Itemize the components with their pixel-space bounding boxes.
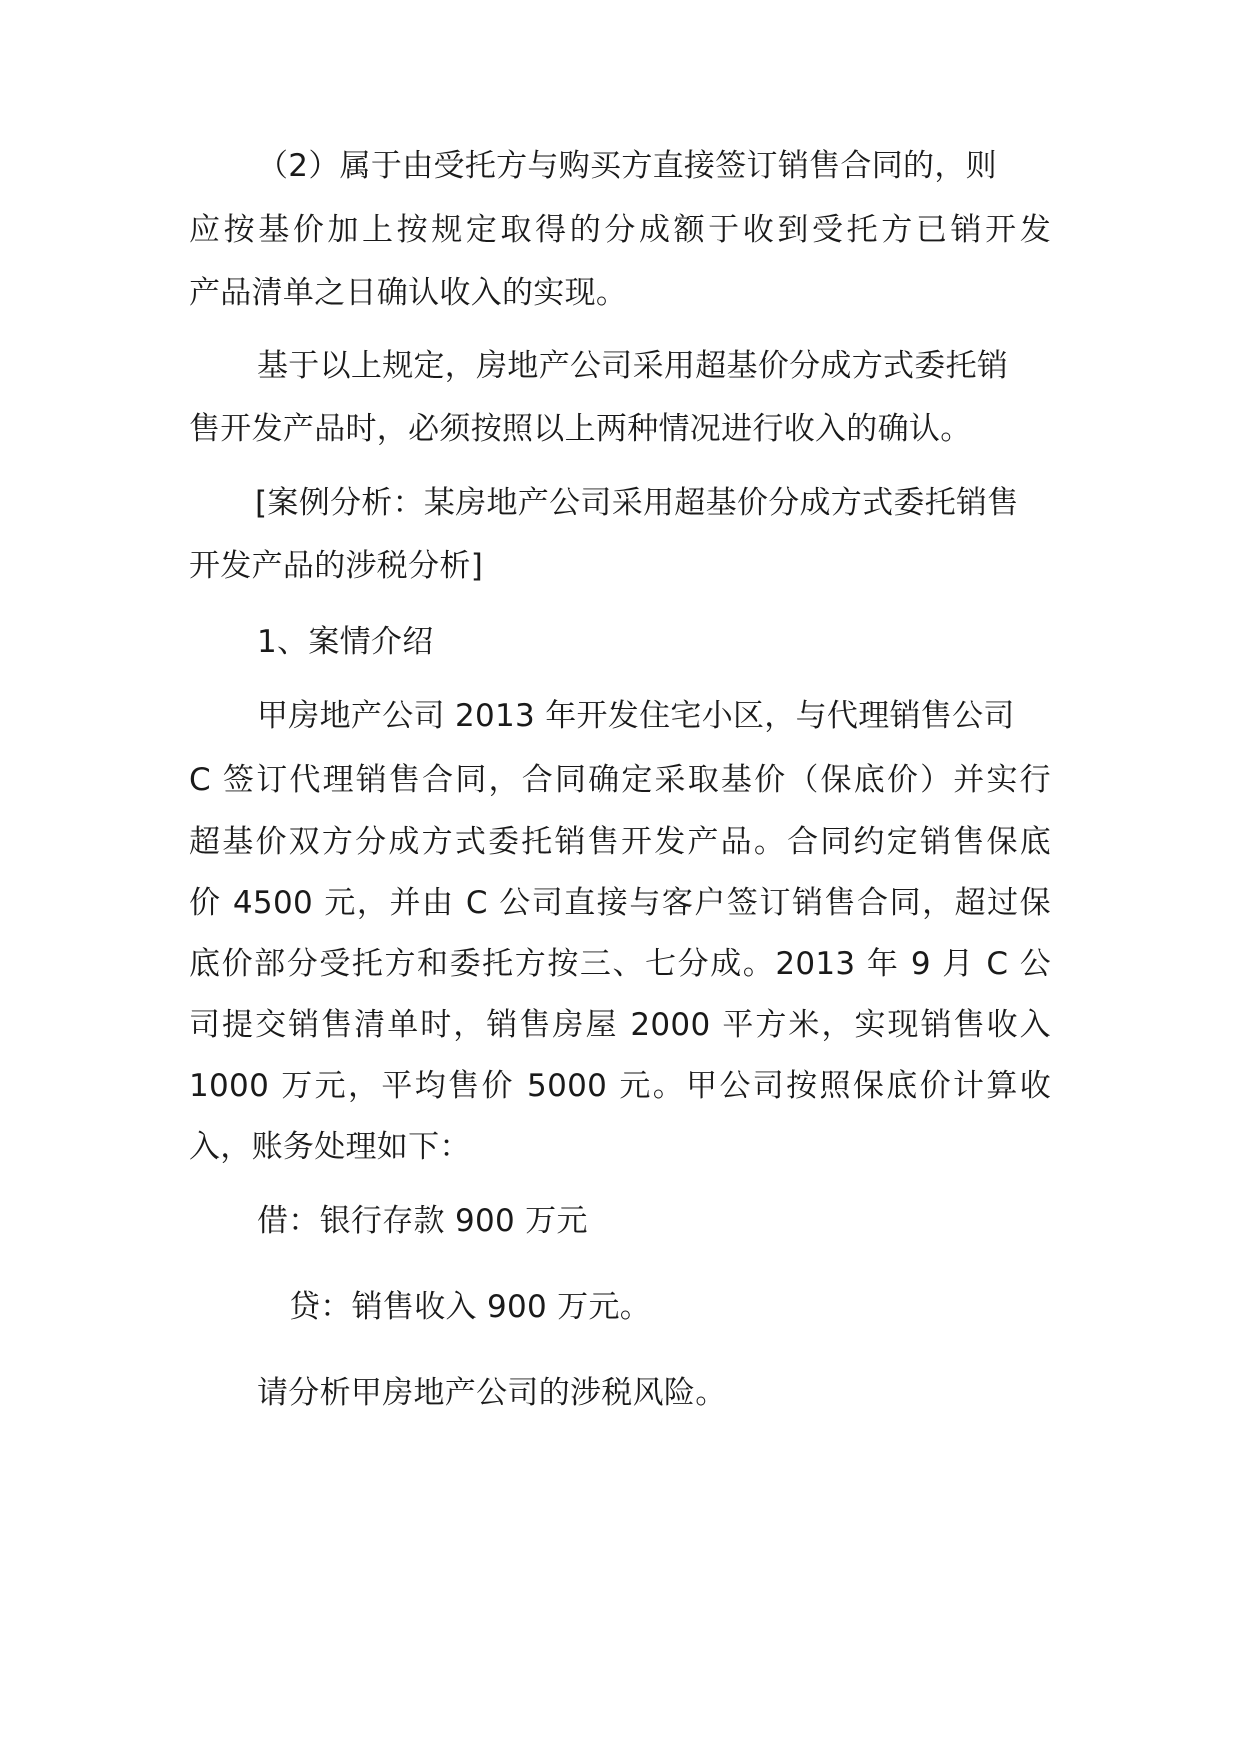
paragraph-1-line-2: 应按基价加上按规定取得的分成额于收到受托方已销开发 xyxy=(189,212,1051,248)
paragraph-3-line-2: 开发产品的涉税分析] xyxy=(189,548,484,584)
paragraph-5-line-3: 超基价双方分成方式委托销售开发产品。合同约定销售保底 xyxy=(189,824,1051,860)
paragraph-5-line-8: 入，账务处理如下： xyxy=(189,1129,471,1165)
paragraph-1-line-1: （2）属于由受托方与购买方直接签订销售合同的，则 xyxy=(257,148,997,184)
paragraph-2-line-1: 基于以上规定，房地产公司采用超基价分成方式委托销 xyxy=(257,348,1009,384)
paragraph-5-line-5: 底价部分受托方和委托方按三、七分成。2013 年 9 月 C 公 xyxy=(189,946,1051,982)
paragraph-2-line-2: 售开发产品时，必须按照以上两种情况进行收入的确认。 xyxy=(189,411,972,447)
paragraph-5-line-7: 1000 万元，平均售价 5000 元。甲公司按照保底价计算收 xyxy=(189,1068,1051,1104)
journal-entry-debit: 借：银行存款 900 万元 xyxy=(257,1203,588,1239)
section-heading: 1、案情介绍 xyxy=(257,624,434,660)
paragraph-5-line-2: C 签订代理销售合同，合同确定采取基价（保底价）并实行 xyxy=(189,762,1051,798)
paragraph-1-line-3: 产品清单之日确认收入的实现。 xyxy=(189,275,628,311)
paragraph-3-line-1: [案例分析：某房地产公司采用超基价分成方式委托销售 xyxy=(255,485,1019,521)
question-line: 请分析甲房地产公司的涉税风险。 xyxy=(257,1375,727,1411)
journal-entry-credit: 贷：销售收入 900 万元。 xyxy=(289,1289,652,1325)
paragraph-5-line-6: 司提交销售清单时，销售房屋 2000 平方米，实现销售收入 xyxy=(189,1007,1051,1043)
paragraph-5-line-4: 价 4500 元，并由 C 公司直接与客户签订销售合同，超过保 xyxy=(189,885,1051,921)
paragraph-5-line-1: 甲房地产公司 2013 年开发住宅小区，与代理销售公司 xyxy=(257,698,1015,734)
